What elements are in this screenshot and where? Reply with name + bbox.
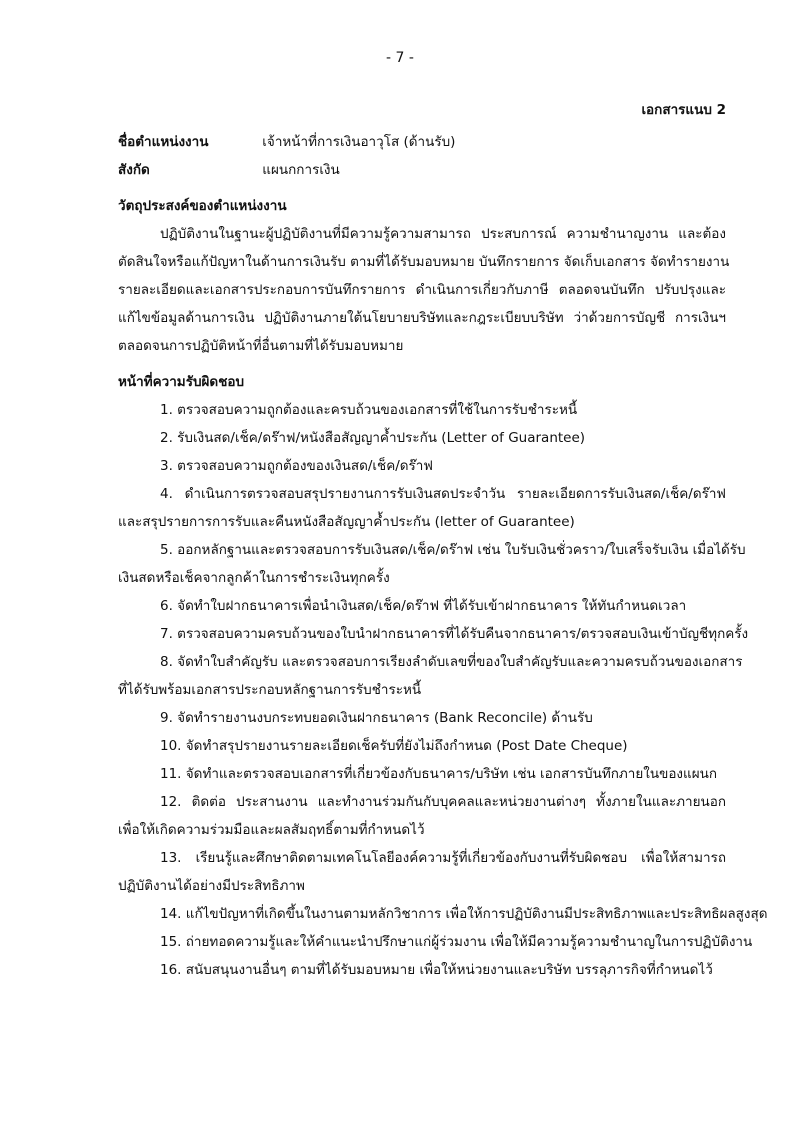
page-number: - 7 - [386, 50, 414, 66]
responsibilities-heading: หน้าที่ความรับผิดชอบ [118, 374, 245, 390]
objective-line: แก้ไขข้อมูลด้านการเงิน ปฏิบัติงานภายใต้นโยบายบริษัทและกฎระเบียบบริษัท ว่าด้วยการบัญชี การเงินฯ [118, 310, 726, 326]
responsibility-item-text: 16. สนับสนุนงานอื่นๆ ตามที่ได้รับมอบหมาย เพื่อให้หน่วยงานและบริษัท บรรลุภารกิจที่กำหนดไว้ [160, 962, 713, 978]
objective-heading: วัตถุประสงค์ของตำแหน่งงาน [118, 198, 287, 214]
responsibility-item-text: 5. ออกหลักฐานและตรวจสอบการรับเงินสด/เช็ค/ดร๊าฟ เช่น ใบรับเงินชั่วคราว/ใบเสร็จรับเงิน เมื่อได้รับ [160, 542, 746, 558]
responsibility-item-continuation: ที่ได้รับพร้อมเอกสารประกอบหลักฐานการรับชำระหนี้ [118, 682, 422, 698]
responsibility-item-text: 2. รับเงินสด/เช็ค/ดร๊าฟ/หนังสือสัญญาค้ำประกัน (Letter of Guarantee) [160, 430, 586, 446]
responsibility-item-continuation: และสรุปรายการการรับและคืนหนังสือสัญญาค้ำประกัน (letter of Guarantee) [118, 514, 575, 530]
responsibility-item-text: 11. จัดทำและตรวจสอบเอกสารที่เกี่ยวข้องกับธนาคาร/บริษัท เช่น เอกสารบันทึกภายในของแผนก [160, 766, 718, 782]
responsibility-item-continuation: เพื่อให้เกิดความร่วมมือและผลสัมฤทธิ์ตามที่กำหนดไว้ [118, 822, 425, 838]
department-label: สังกัด [118, 162, 150, 178]
responsibility-item-text: 8. จัดทำใบสำคัญรับ และตรวจสอบการเรียงลำดับเลขที่ของใบสำคัญรับและความครบถ้วนของเอกสาร [160, 654, 743, 670]
responsibility-item-text: 1. ตรวจสอบความถูกต้องและครบถ้วนของเอกสารที่ใช้ในการรับชำระหนี้ [160, 402, 578, 418]
responsibility-item-continuation: เงินสดหรือเช็คจากลูกค้าในการชำระเงินทุกครั้ง [118, 570, 390, 586]
responsibility-item-text: 10. จัดทำสรุปรายงานรายละเอียดเช็ครับที่ยังไม่ถึงกำหนด (Post Date Cheque) [160, 738, 628, 754]
position-name-label: ชื่อตำแหน่งงาน [118, 134, 209, 150]
objective-line: ปฏิบัติงานในฐานะผู้ปฏิบัติงานที่มีความรู้ความสามารถ ประสบการณ์ ความชำนาญงาน และต้อง [160, 226, 726, 242]
responsibility-item-text: 15. ถ่ายทอดความรู้และให้คำแนะนำปรึกษาแก่ผู้ร่วมงาน เพื่อให้มีความรู้ความชำนาญในการปฏิบัติงาน [160, 934, 753, 950]
attachment-label: เอกสารแนบ 2 [641, 102, 726, 118]
responsibility-item-text: 13. เรียนรู้และศึกษาติดตามเทคโนโลยีองค์ความรู้ที่เกี่ยวข้องกับงานที่รับผิดชอบ เพื่อให้สามารถ [160, 850, 726, 866]
position-name-value: เจ้าหน้าที่การเงินอาวุโส (ด้านรับ) [262, 134, 456, 150]
responsibility-item-text: 7. ตรวจสอบความครบถ้วนของใบนำฝากธนาคารที่ได้รับคืนจากธนาคาร/ตรวจสอบเงินเข้าบัญชีทุกครั้ง [160, 626, 749, 642]
responsibility-item-text: 14. แก้ไขปัญหาที่เกิดขึ้นในงานตามหลักวิชาการ เพื่อให้การปฏิบัติงานมีประสิทธิภาพและประสิทธิผลสูงสุด [160, 906, 768, 922]
position-name-row [118, 130, 455, 152]
objective-line: รายละเอียดและเอกสารประกอบการบันทึกรายการ ดำเนินการเกี่ยวกับภาษี ตลอดจนบันทึก ปรับปรุงและ [118, 282, 726, 298]
department-value: แผนกการเงิน [262, 162, 340, 178]
responsibility-item-text: 9. จัดทำรายงานงบกระทบยอดเงินฝากธนาคาร (Bank Reconcile) ด้านรับ [160, 710, 593, 726]
department-row [118, 158, 340, 180]
responsibility-item-text: 4. ดำเนินการตรวจสอบสรุปรายงานการรับเงินสดประจำวัน รายละเอียดการรับเงินสด/เช็ค/ดร๊าฟ [160, 486, 726, 502]
objective-line: ตลอดจนการปฏิบัติหน้าที่อื่นตามที่ได้รับมอบหมาย [118, 338, 404, 354]
responsibility-item-continuation: ปฏิบัติงานได้อย่างมีประสิทธิภาพ [118, 878, 305, 894]
responsibility-item-text: 3. ตรวจสอบความถูกต้องของเงินสด/เช็ค/ดร๊าฟ [160, 458, 433, 474]
responsibility-item-text: 6. จัดทำใบฝากธนาคารเพื่อนำเงินสด/เช็ค/ดร๊าฟ ที่ได้รับเข้าฝากธนาคาร ให้ทันกำหนดเวลา [160, 598, 687, 614]
objective-line: ตัดสินใจหรือแก้ปัญหาในด้านการเงินรับ ตามที่ได้รับมอบหมาย บันทึกรายการ จัดเก็บเอกสาร จัดทำรายงาน [118, 254, 730, 270]
responsibility-item-text: 12. ติดต่อ ประสานงาน และทำงานร่วมกันกับบุคคลและหน่วยงานต่างๆ ทั้งภายในและภายนอก [160, 794, 726, 810]
